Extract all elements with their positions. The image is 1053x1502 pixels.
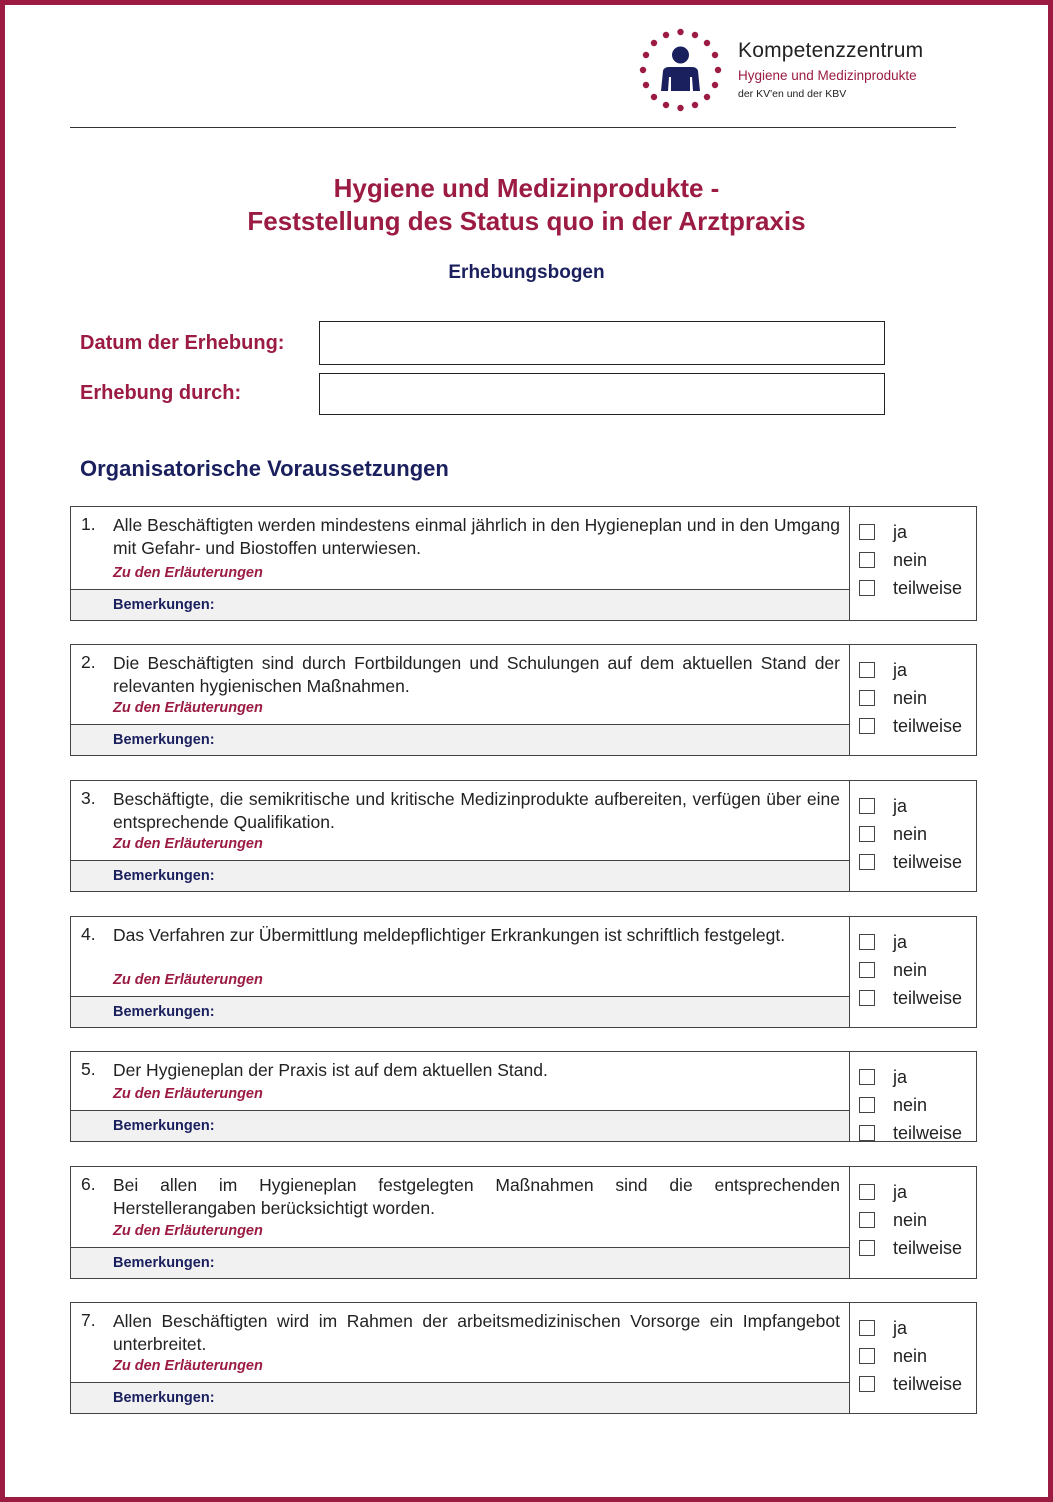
question-number: 6. [81, 1174, 96, 1194]
checkbox-partial[interactable] [859, 718, 875, 734]
option-label-yes: ja [893, 1318, 908, 1338]
checkbox-partial[interactable] [859, 1125, 875, 1141]
explanation-link[interactable]: Zu den Erläuterungen [113, 1223, 263, 1239]
question-body [71, 781, 850, 891]
option-label-yes: ja [893, 1067, 908, 1087]
date-field[interactable] [319, 321, 885, 365]
option-label-yes: ja [893, 522, 908, 542]
option-label-partial: teilweise [893, 1238, 963, 1258]
explanation-link[interactable]: Zu den Erläuterungen [113, 972, 263, 988]
checkbox-yes[interactable] [859, 934, 875, 950]
question-body [71, 1167, 850, 1278]
question-text: Alle Beschäftigten werden mindestens einmal jährlich in den Hygieneplan und in den Umgang mit Gefahr- und Biostoffen unterwiesen. [113, 515, 840, 558]
remarks-label: Bemerkungen: [113, 1004, 215, 1020]
question-number: 1. [81, 514, 96, 534]
checkbox-yes[interactable] [859, 798, 875, 814]
remarks-label: Bemerkungen: [113, 732, 215, 748]
checkbox-yes[interactable] [859, 1320, 875, 1336]
date-label: Datum der Erhebung: [80, 332, 285, 354]
checkbox-partial[interactable] [859, 990, 875, 1006]
option-label-no: nein [893, 1346, 928, 1366]
surveyor-label: Erhebung durch: [80, 382, 242, 404]
checkbox-yes[interactable] [859, 662, 875, 678]
checkbox-yes[interactable] [859, 524, 875, 540]
checkbox-yes[interactable] [859, 1184, 875, 1200]
option-label-yes: ja [893, 660, 908, 680]
remarks-label: Bemerkungen: [113, 1390, 215, 1406]
question-7 [70, 1302, 977, 1414]
question-1 [70, 506, 977, 621]
checkbox-no[interactable] [859, 552, 875, 568]
question-text: Allen Beschäftigten wird im Rahmen der arbeitsmedizinischen Vorsorge ein Impfangebot unterbreitet. [113, 1311, 840, 1354]
explanation-link[interactable]: Zu den Erläuterungen [113, 565, 263, 581]
section-title: Organisatorische Voraussetzungen [80, 456, 449, 481]
checkbox-no[interactable] [859, 962, 875, 978]
logo-tagline: der KV'en und der KBV [738, 88, 847, 100]
option-label-partial: teilweise [893, 1123, 963, 1143]
question-text: Der Hygieneplan der Praxis ist auf dem aktuellen Stand. [113, 1060, 548, 1080]
checkbox-no[interactable] [859, 826, 875, 842]
question-5 [70, 1051, 977, 1142]
logo-subtitle: Hygiene und Medizinprodukte [738, 68, 917, 83]
remarks-row[interactable] [71, 724, 849, 755]
question-number: 4. [81, 924, 96, 944]
option-label-partial: teilweise [893, 578, 963, 598]
explanation-link[interactable]: Zu den Erläuterungen [113, 700, 263, 716]
page-subtitle: Erhebungsbogen [448, 262, 605, 283]
option-label-partial: teilweise [893, 988, 963, 1008]
remarks-row[interactable] [71, 996, 849, 1027]
question-text: Das Verfahren zur Übermittlung meldepflichtiger Erkrankungen ist schriftlich festgelegt. [113, 925, 786, 945]
question-body [71, 645, 850, 755]
question-text: Bei allen im Hygieneplan festgelegten Maßnahmen sind die entsprechenden Herstellerangaben berücksichtigt worden. [113, 1175, 840, 1218]
option-label-yes: ja [893, 1182, 908, 1202]
explanation-link[interactable]: Zu den Erläuterungen [113, 1358, 263, 1374]
question-body [71, 1303, 850, 1413]
option-label-partial: teilweise [893, 852, 963, 872]
question-3 [70, 780, 977, 892]
option-label-yes: ja [893, 796, 908, 816]
question-number: 2. [81, 652, 96, 672]
option-label-no: nein [893, 550, 928, 570]
page-title-line2: Feststellung des Status quo in der Arztpraxis [247, 206, 806, 236]
question-number: 7. [81, 1310, 96, 1330]
checkbox-no[interactable] [859, 1097, 875, 1113]
remarks-row[interactable] [71, 1110, 849, 1141]
remarks-label: Bemerkungen: [113, 868, 215, 884]
checkbox-yes[interactable] [859, 1069, 875, 1085]
question-body [71, 1052, 850, 1141]
checkbox-no[interactable] [859, 690, 875, 706]
question-text: Beschäftigte, die semikritische und kritische Medizinprodukte aufbereiten, verfügen über eine entsprechende Qualifikation. [113, 789, 840, 832]
option-label-partial: teilweise [893, 716, 963, 736]
checkbox-partial[interactable] [859, 580, 875, 596]
question-2 [70, 644, 977, 756]
header-divider [70, 127, 956, 128]
question-number: 5. [81, 1059, 96, 1079]
question-number: 3. [81, 788, 96, 808]
option-label-no: nein [893, 1095, 928, 1115]
option-label-partial: teilweise [893, 1374, 963, 1394]
remarks-row[interactable] [71, 1382, 849, 1413]
option-label-yes: ja [893, 932, 908, 952]
option-label-no: nein [893, 688, 928, 708]
question-text: Die Beschäftigten sind durch Fortbildungen und Schulungen auf dem aktuellen Stand der relevanten hygienischen Maßnahmen. [113, 653, 840, 696]
logo [633, 25, 953, 120]
logo-title: Kompetenzzentrum [738, 39, 924, 62]
remarks-row[interactable] [71, 1247, 849, 1278]
question-body [71, 917, 850, 1027]
surveyor-field[interactable] [319, 373, 885, 415]
checkbox-no[interactable] [859, 1348, 875, 1364]
checkbox-no[interactable] [859, 1212, 875, 1228]
option-label-no: nein [893, 960, 928, 980]
question-4 [70, 916, 977, 1028]
page-title: Hygiene und Medizinprodukte - [333, 173, 720, 203]
remarks-row[interactable] [71, 589, 849, 620]
checkbox-partial[interactable] [859, 1376, 875, 1392]
explanation-link[interactable]: Zu den Erläuterungen [113, 836, 263, 852]
remarks-row[interactable] [71, 860, 849, 891]
checkbox-partial[interactable] [859, 854, 875, 870]
person-icon [633, 25, 728, 120]
question-6 [70, 1166, 977, 1279]
question-body [71, 507, 850, 620]
remarks-label: Bemerkungen: [113, 597, 215, 613]
checkbox-partial[interactable] [859, 1240, 875, 1256]
explanation-link[interactable]: Zu den Erläuterungen [113, 1086, 263, 1102]
remarks-label: Bemerkungen: [113, 1118, 215, 1134]
remarks-label: Bemerkungen: [113, 1255, 215, 1271]
option-label-no: nein [893, 824, 928, 844]
option-label-no: nein [893, 1210, 928, 1230]
